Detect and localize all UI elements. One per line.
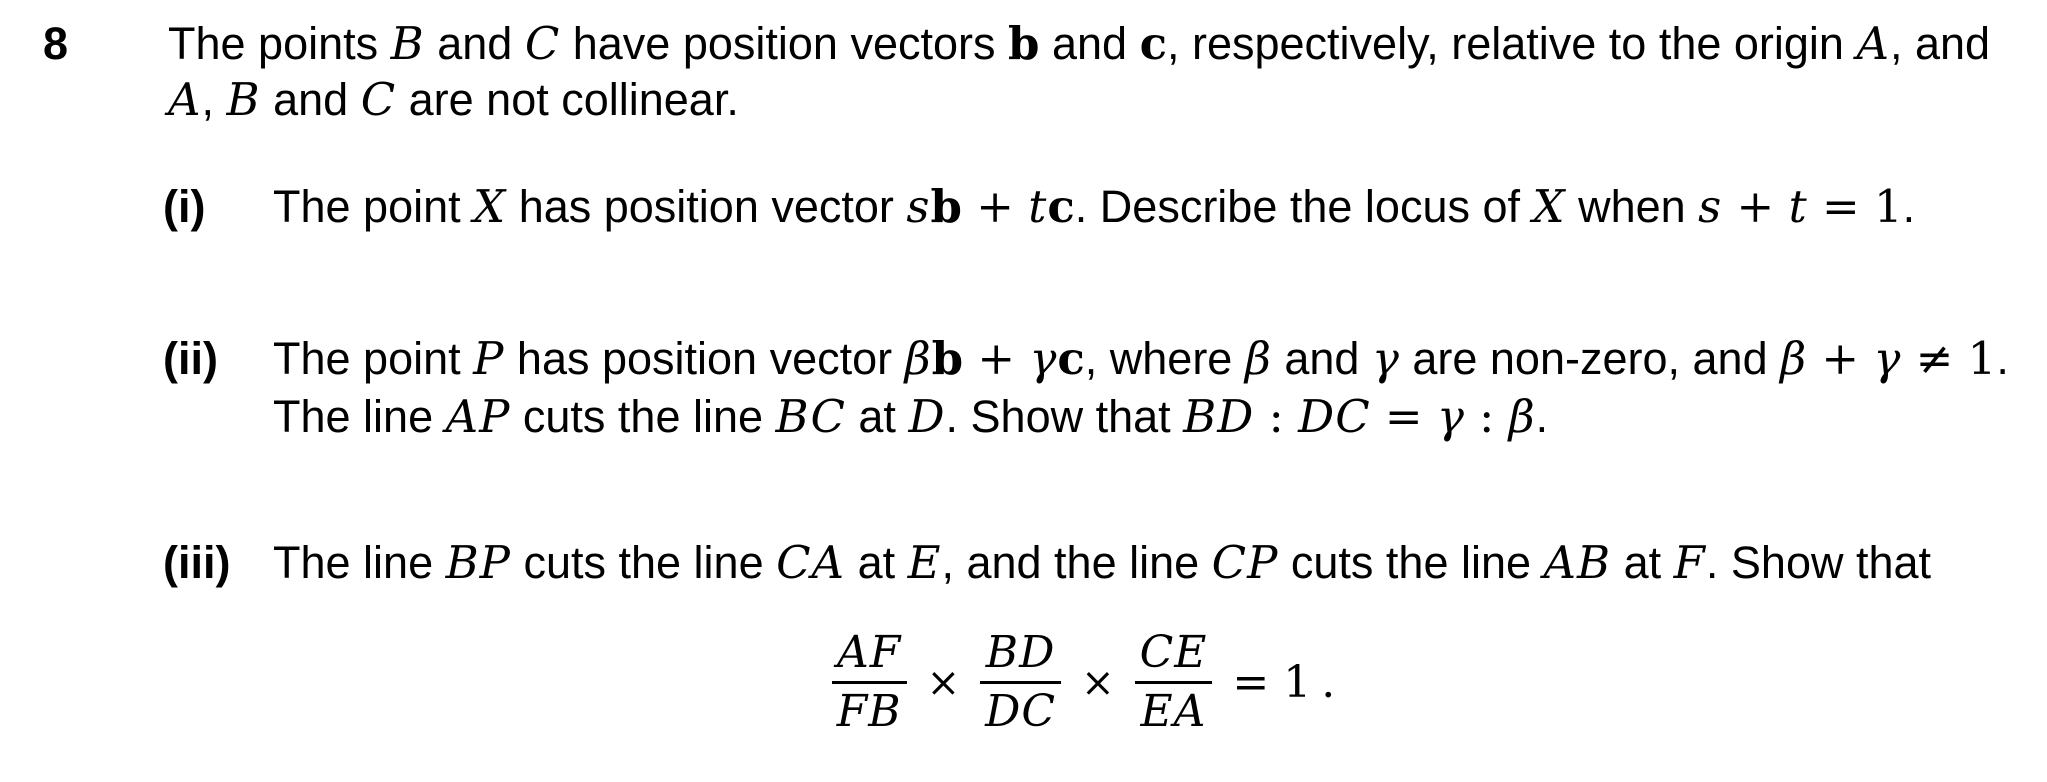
fraction-bar <box>1135 681 1213 684</box>
part-iii-label: (iii) <box>163 537 231 588</box>
multiply-sign: × <box>926 659 961 706</box>
part-i-label: (i) <box>163 181 206 232</box>
part-i-text <box>273 178 1915 236</box>
part-ii-row <box>163 330 2047 446</box>
fraction-numerator: AF <box>837 627 902 678</box>
fraction-numerator: CE <box>1139 627 1208 678</box>
intro-line-1: The points B and C have position vectors b and c, respectively, relative to the origin A, and <box>168 17 1991 70</box>
fraction-af-fb <box>832 627 907 737</box>
fraction-denominator: DC <box>985 686 1057 737</box>
fraction-denominator: EA <box>1140 686 1207 737</box>
part-iii-row <box>163 534 2047 592</box>
fraction-bar <box>980 681 1061 684</box>
part-ii-text <box>273 330 2009 446</box>
equation-rhs: = 1 <box>1232 657 1312 708</box>
question-intro-row <box>0 0 2047 128</box>
part-iii-text <box>273 534 1931 592</box>
question-number: 8 <box>43 18 69 69</box>
display-equation <box>832 627 1336 737</box>
part-i-line-1: The point X has position vector sb + tc. Describe the locus of X when s + t = 1. <box>273 180 1916 233</box>
fraction-bd-dc <box>980 627 1061 737</box>
part-ii-line-2: The line AP cuts the line BC at D. Show that BD : DC = γ : β. <box>273 390 1549 443</box>
question-intro <box>168 16 2047 128</box>
part-ii-line-1: The point P has position vector βb + γc, where β and γ are non-zero, and β + γ ≠ 1. <box>273 332 2009 385</box>
fraction-numerator: BD <box>985 627 1056 678</box>
part-ii-label: (ii) <box>163 333 218 384</box>
part-i-row <box>163 178 2047 236</box>
intro-line-2: A, B and C are not collinear. <box>168 73 739 126</box>
equation-period: . <box>1321 657 1336 708</box>
display-equation-wrap <box>0 627 2047 737</box>
multiply-sign: × <box>1081 659 1115 706</box>
fraction-denominator: FB <box>836 686 902 737</box>
fraction-bar <box>832 681 907 684</box>
part-iii-line-1: The line BP cuts the line CA at E, and the line CP cuts the line AB at F. Show that <box>273 536 1932 589</box>
fraction-ce-ea <box>1135 627 1213 737</box>
